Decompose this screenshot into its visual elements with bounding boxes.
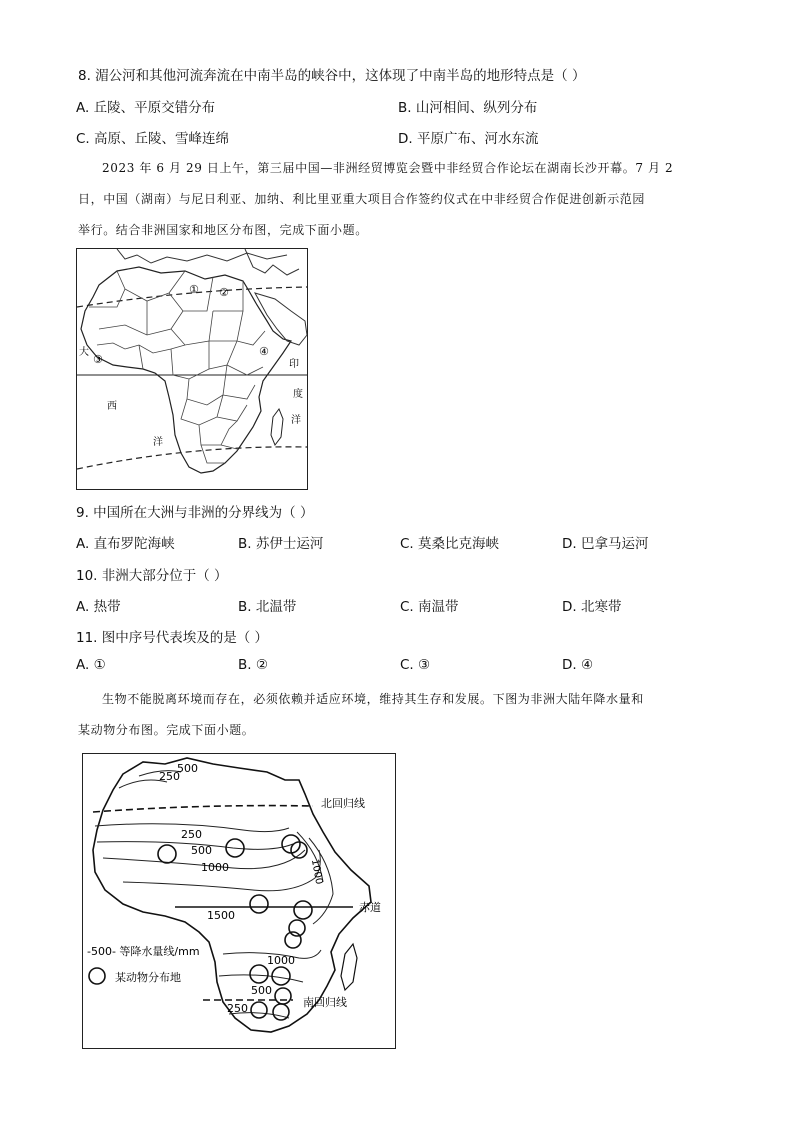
q9-option-d[interactable]: D. 巴拿马运河 (562, 536, 649, 552)
legend-isohyet: -500- 等降水量线/mm (87, 945, 200, 958)
q10-option-a[interactable]: A. 热带 (76, 599, 121, 615)
isohyet-label-1000-east: 1000 (308, 858, 325, 886)
q9-option-a[interactable]: A. 直布罗陀海峡 (76, 536, 175, 552)
q8-stem: 8. 湄公河和其他河流奔流在中南半岛的峡谷中，这体现了中南半岛的地形特点是（ ） (78, 68, 586, 84)
isohyet-label-500-mid: 500 (191, 844, 212, 857)
q11-stem: 11. 图中序号代表埃及的是（ ） (76, 630, 269, 646)
isohyet-label-500-top: 500 (177, 762, 198, 775)
map1-marker-2: ② (219, 286, 229, 299)
q8-option-d[interactable]: D. 平原广布、河水东流 (398, 131, 539, 147)
animal-site (275, 988, 291, 1004)
q8-option-a[interactable]: A. 丘陵、平原交错分布 (76, 100, 216, 116)
isohyet-label-250-south: 250 (227, 1002, 248, 1015)
legend-circle-icon (89, 968, 105, 984)
map1-marker-4: ④ (259, 345, 269, 358)
animal-site (273, 1004, 289, 1020)
map1-label-yang-west: 洋 (153, 437, 163, 448)
q11-option-d[interactable]: D. ④ (562, 657, 594, 673)
map1-marker-1: ① (189, 283, 199, 296)
isohyet-label-1000-mid: 1000 (201, 861, 229, 874)
passage1-line2: 日，中国（湖南）与尼日利亚、加纳、利比里亚重大项目合作签约仪式在中非经贸合作促进创新示范园 (78, 192, 646, 206)
isohyet-label-250-mid: 250 (181, 828, 202, 841)
animal-site (272, 967, 290, 985)
animal-site (250, 965, 268, 983)
q8-option-c[interactable]: C. 高原、丘陵、雪峰连绵 (76, 131, 230, 147)
isohyet-label-500-south: 500 (251, 984, 272, 997)
africa-precipitation-map (82, 753, 396, 1049)
map1-label-yin: 印 (289, 359, 299, 370)
animal-site (158, 845, 176, 863)
q10-stem: 10. 非洲大部分位于（ ） (76, 568, 228, 584)
passage1-line1: 2023 年 6 月 29 日上午，第三届中国—非洲经贸博览会暨中非经贸合作论坛在湖南长沙开幕。7 月 2 (102, 161, 674, 175)
tropic-of-cancer-line (93, 806, 313, 812)
q10-option-c[interactable]: C. 南温带 (400, 599, 459, 615)
map1-label-du: 度 (293, 389, 303, 400)
q9-stem: 9. 中国所在大洲与非洲的分界线为（ ） (76, 505, 314, 521)
q11-option-a[interactable]: A. ① (76, 657, 106, 673)
q10-option-b[interactable]: B. 北温带 (238, 599, 297, 615)
q9-option-b[interactable]: B. 苏伊士运河 (238, 536, 324, 552)
africa-outline (81, 267, 291, 473)
map1-label-yang-east: 洋 (291, 415, 301, 426)
q10-option-d[interactable]: D. 北寒带 (562, 599, 622, 615)
passage2-line1: 生物不能脱离环境而存在，必须依赖并适应环境，维持其生存和发展。下图为非洲大陆年降水量和 (102, 692, 644, 706)
tropic-of-capricorn-label: 南回归线 (303, 996, 347, 1009)
isohyet-label-250-top: 250 (159, 770, 180, 783)
africa-country-map (76, 248, 308, 490)
tropic-south-line (77, 447, 307, 469)
map1-label-da: 大 (79, 347, 89, 358)
q8-option-b[interactable]: B. 山河相间、纵列分布 (398, 100, 538, 116)
map1-label-xi: 西 (107, 401, 117, 412)
animal-site (294, 901, 312, 919)
isohyet-label-1500: 1500 (207, 909, 235, 922)
legend-animal: 某动物分布地 (115, 971, 181, 984)
q9-option-c[interactable]: C. 莫桑比克海峡 (400, 536, 500, 552)
tropic-of-cancer-label: 北回归线 (321, 797, 365, 810)
q11-option-b[interactable]: B. ② (238, 657, 268, 673)
passage2-line2: 某动物分布图。完成下面小题。 (78, 723, 255, 737)
passage1-line3: 举行。结合非洲国家和地区分布图，完成下面小题。 (78, 223, 368, 237)
animal-site (251, 1002, 267, 1018)
q11-option-c[interactable]: C. ③ (400, 657, 431, 673)
map1-marker-3: ③ (93, 353, 103, 366)
animal-site (250, 895, 268, 913)
isohyet-label-1000-south: 1000 (267, 954, 295, 967)
equator-label: 赤道 (359, 901, 381, 914)
